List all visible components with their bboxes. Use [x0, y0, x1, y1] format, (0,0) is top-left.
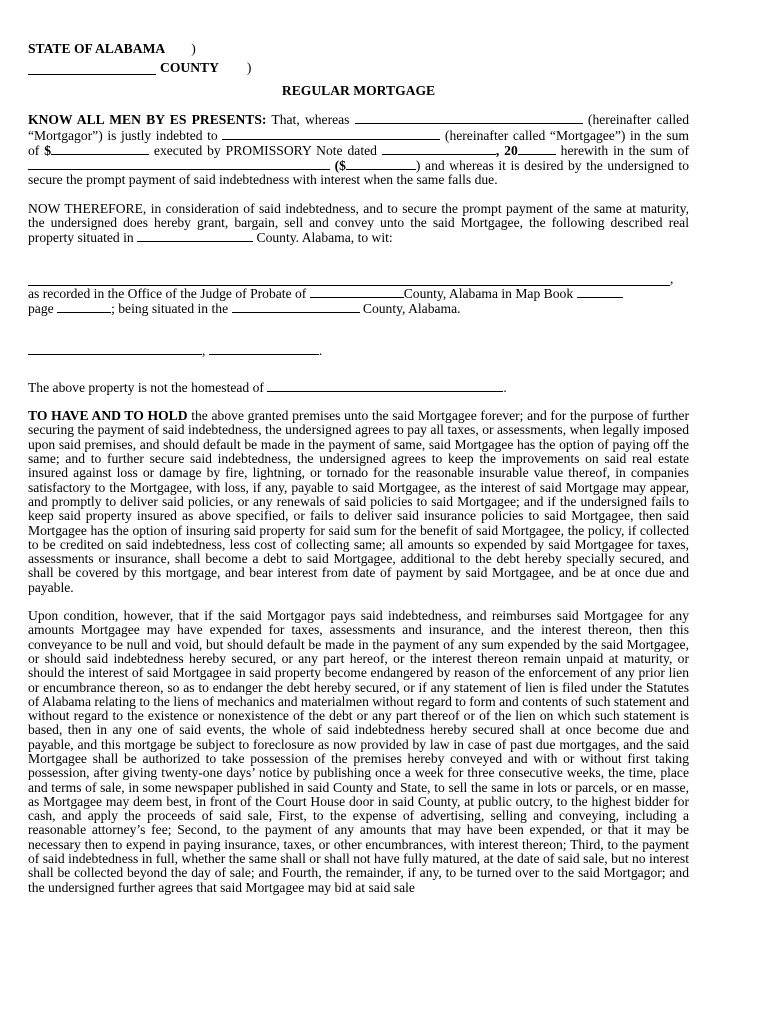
- p1-text-4: executed by PROMISSORY Note dated: [149, 142, 382, 158]
- address-line: [28, 343, 689, 358]
- state-label: STATE OF ALABAMA: [28, 41, 166, 57]
- sum-amount-blank[interactable]: [51, 143, 149, 155]
- homestead-period: .: [503, 379, 507, 395]
- address-city-blank[interactable]: [209, 343, 319, 355]
- homestead-paragraph: [28, 380, 689, 395]
- p1-text-2: (hereinafter called “Mortgagor”) is justly indebted to: [28, 112, 689, 143]
- sum-figure-blank[interactable]: [346, 158, 416, 170]
- p3-text-4: ; being situated in the: [111, 301, 232, 317]
- mortgagor-name-blank[interactable]: [355, 112, 583, 124]
- date-comma: ,: [495, 142, 500, 158]
- situated-county-blank[interactable]: [232, 301, 360, 313]
- to-have-heading: TO HAVE AND TO HOLD: [28, 408, 188, 424]
- sum-figure-prefix: ($: [334, 158, 346, 174]
- p2-text-2: County. Alabama, to wit:: [253, 230, 393, 246]
- county-label: COUNTY: [160, 60, 219, 76]
- legal-description-blank[interactable]: [28, 274, 670, 286]
- upon-condition-paragraph: [28, 609, 689, 895]
- sum-dollar-sign: $: [44, 142, 52, 158]
- page-number-blank[interactable]: [57, 301, 111, 313]
- upon-condition-text: Upon condition, however, that if the said Mortgagor pays said indebtedness, and reimburses said Mortgagee for any amounts Mortgagee may have expended for taxes, assessments and insurance, and the interest thereon, then this conveyance to be null and void, but should default be made in the payment of any sum expended by the said Mortgagee, or should said indebtedness hereby secured, or any part hereof, or the interest thereon remain unpaid at maturity, or should the interest of said Mortgagee in said property become endangered by reason of the enforcement of any prior lien or encumbrance thereon, so as to endanger the debt hereby secured, or if any statement of lien is filed under the Statutes of Alabama relating to the liens of mechanics and materialmen without regard to form and contents of such statement and without regard to the existence or nonexistence of the debt or any part thereof or of the lien on which such statement is based, then in any one of said events, the whole of said indebtedness hereby secured shall at once become due and payable, and this mortgage be subject to foreclosure as now provided by law in case of past due mortgages, and the said Mortgagee shall be authorized to take possession of the premises hereby conveyed and with or without first taking possession, after giving twenty-one days’ notice by publishing once a week for three consecutive weeks, the time, place and terms of sale, in some newspaper published in said County and State, to sell the same in lots or parcels, or en masse, as Mortgagee may deem best, in front of the Court House door in said County, at public outcry, to the highest bidder for cash, and apply the proceeds of said sale, First, to the expense of advertising, selling and conveying, including a reasonable attorney’s fee; Second, to the payment of any amounts that may have been expended, or that it may be necessary then to expend in paying insurance, taxes, or other encumbrances, with interest thereon; Third, to the payment of said indebtedness in full, whether the same shall or shall not have fully matured, at the date of said sale, but no interest shall be collected beyond the day of sale; and Fourth, the remainder, if any, to be turned over to the said Mortgagor; and the undersigned further agrees that said Mortgagee may bid at said sale: [28, 608, 689, 895]
- p3-text-3: page: [28, 301, 58, 317]
- p3-text-1: as recorded in the Office of the Judge of Probate of: [28, 285, 310, 301]
- mortgagee-name-blank[interactable]: [222, 128, 440, 140]
- address-street-blank[interactable]: [28, 343, 202, 355]
- document-title: REGULAR MORTGAGE: [281, 83, 436, 98]
- p3-text-5: County, Alabama.: [359, 301, 461, 317]
- county-header-line: [28, 59, 689, 78]
- legal-description-comma: ,: [670, 270, 674, 286]
- p3-text-2: County, Alabama in Map Book: [403, 285, 577, 301]
- know-all-men-heading: KNOW ALL MEN BY ES PRESENTS:: [28, 112, 267, 128]
- address-period: .: [318, 342, 323, 358]
- p1-text-1: That, whereas: [266, 112, 355, 128]
- probate-county-blank[interactable]: [310, 286, 404, 298]
- county-name-blank[interactable]: [28, 63, 156, 75]
- map-book-blank[interactable]: [577, 286, 623, 298]
- legal-description-line: [28, 272, 689, 286]
- homestead-name-blank[interactable]: [267, 380, 503, 392]
- p1-text-6: ) and whereas it is desired by the undersigned to secure the prompt payment of said indebtedness with interest when the same falls due.: [28, 158, 689, 188]
- to-have-text: the above granted premises unto the said Mortgagee forever; and for the purpose of further securing the payment of said indebtedness, the undersigned agrees to pay all taxes, or assessments, when legally imposed upon said premises, and should default be made in the payment of same, said Mortgagee has the option of paying off the same; and to further secure said indebtedness, the undersigned agrees to keep the improvements on said real estate insured against loss or damage by fire, lightning, or tornado for the reasonable insurable value thereof, in companies satisfactory to the Mortgagee, with loss, if any, payable to said Mortgagee, as the interest of said Mortgage may appear, and promptly to deliver said policies, or any renewals of said policies to said Mortgagee; and if the undersigned fails to keep said property insured as above specified, or fails to deliver said insurance policies to said Mortgagee, then said Mortgagee has the option of insuring said property for said sum for the benefit of said Mortgagee, the policy, if collected to be credited on said indebtedness, less cost of collecting same; all amounts so expended by said Mortgagee for taxes, assessments or insurance, shall become a debt to said Mortgagee, additional to the debt hereby specially secured, and shall be covered by this mortgage, and bear interest from date of payment by said Mortgagee, and be at once due and payable.: [28, 408, 689, 595]
- p2-text-1: NOW THEREFORE, in consideration of said indebtedness, and to secure the prompt payment of the same at maturity, the undersigned does hereby grant, bargain, sell and convey unto the said Mortgagee, the following described real property situated in: [28, 200, 689, 246]
- to-have-and-to-hold-paragraph: [28, 409, 689, 595]
- p1-text-3: (hereinafter called “Mortgagee”) in the sum of: [28, 127, 689, 158]
- p5-text-1: The above property is not the homestead of: [28, 379, 268, 395]
- p1-text-5: herewith in the sum of: [555, 142, 689, 158]
- note-date-blank[interactable]: [382, 143, 496, 155]
- county-paren: ): [246, 60, 252, 76]
- recorded-paragraph: [28, 286, 689, 317]
- sum-words-blank[interactable]: [28, 158, 330, 170]
- year-suffix-blank[interactable]: [518, 143, 556, 155]
- state-paren: ): [191, 41, 196, 57]
- address-comma: ,: [202, 342, 206, 358]
- year-prefix: 20: [504, 142, 518, 158]
- now-therefore-paragraph: [28, 202, 689, 246]
- know-all-men-paragraph: [28, 112, 689, 187]
- state-header-line: [28, 40, 689, 59]
- property-county-blank[interactable]: [137, 230, 253, 242]
- document-page: [28, 40, 689, 909]
